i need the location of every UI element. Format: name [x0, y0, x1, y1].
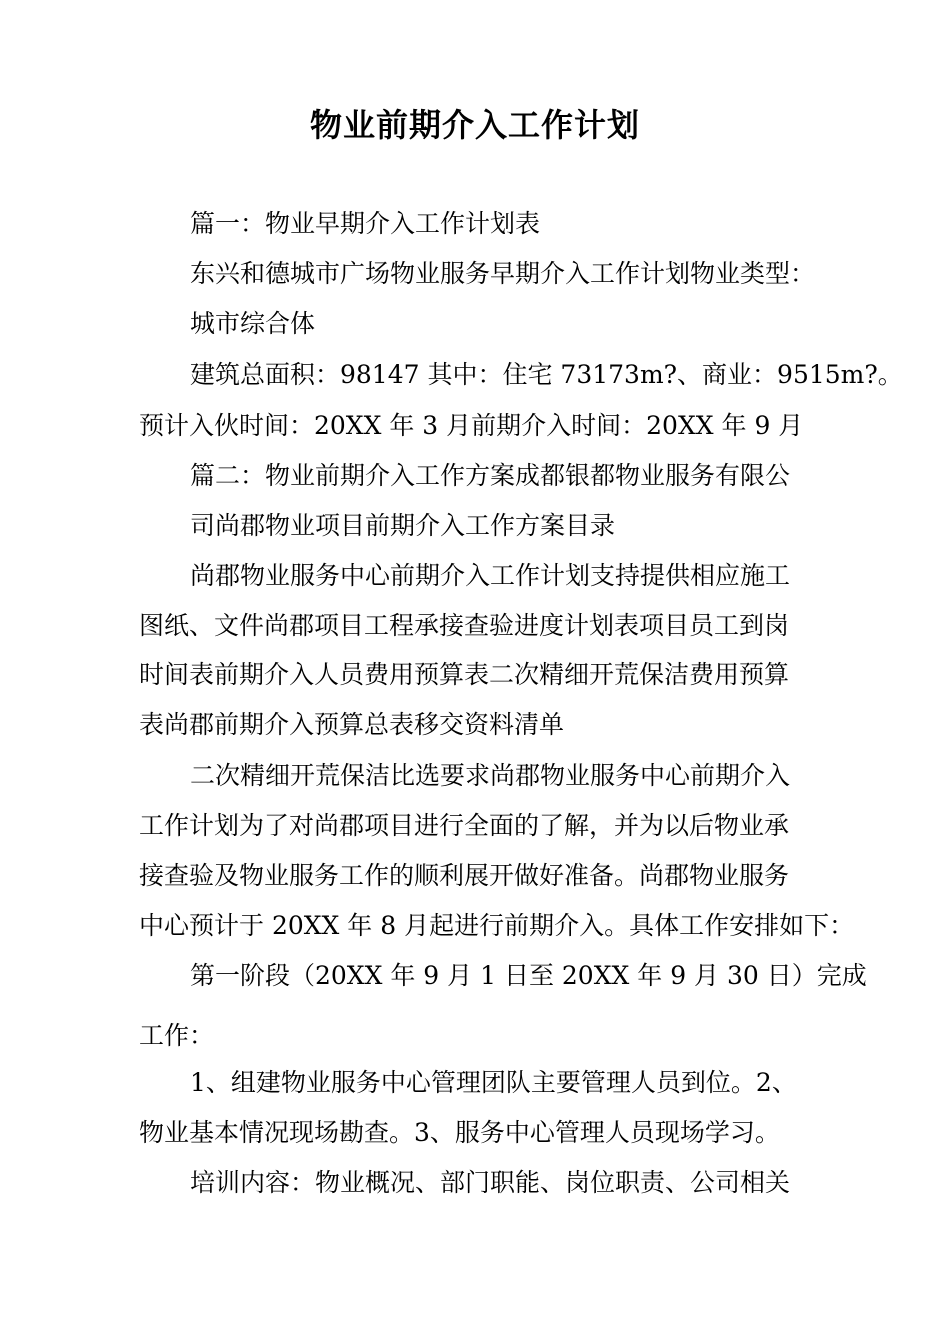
paragraph-line: 东兴和德城市广场物业服务早期介入工作计划物业类型： — [190, 259, 816, 288]
paragraph-line: 图纸、文件尚郡项目工程承接查验进度计划表项目员工到岗 — [139, 611, 790, 640]
paragraph-line: 1、组建物业服务中心管理团队主要管理人员到位。2、 — [190, 1068, 797, 1097]
paragraph-line: 建筑总面积：98147 其中：住宅 73173m?、商业：9515m?。 — [190, 360, 903, 389]
paragraph-line: 第一阶段（20XX 年 9 月 1 日至 20XX 年 9 月 30 日）完成 — [190, 961, 867, 990]
paragraph-line: 城市综合体 — [190, 309, 316, 338]
paragraph-line: 接查验及物业服务工作的顺利展开做好准备。尚郡物业服务 — [139, 861, 790, 890]
document-title: 物业前期介入工作计划 — [309, 106, 640, 144]
paragraph-line: 中心预计于 20XX 年 8 月起进行前期介入。具体工作安排如下： — [139, 911, 855, 940]
paragraph-line: 工作： — [139, 1021, 215, 1050]
paragraph-line: 时间表前期介入人员费用预算表二次精细开荒保洁费用预算 — [139, 660, 790, 689]
paragraph-line: 尚郡物业服务中心前期介入工作计划支持提供相应施工 — [190, 561, 791, 590]
section-heading-part-two: 篇二：物业前期介入工作方案成都银都物业服务有限公 — [190, 461, 791, 490]
section-heading-part-one: 篇一：物业早期介入工作计划表 — [190, 209, 541, 238]
paragraph-line: 二次精细开荒保洁比选要求尚郡物业服务中心前期介入 — [190, 761, 791, 790]
paragraph-line: 工作计划为了对尚郡项目进行全面的了解，并为以后物业承 — [139, 811, 790, 840]
paragraph-line: 培训内容：物业概况、部门职能、岗位职责、公司相关 — [190, 1168, 791, 1197]
paragraph-line: 表尚郡前期介入预算总表移交资料清单 — [139, 710, 565, 739]
paragraph-line: 司尚郡物业项目前期介入工作方案目录 — [190, 511, 616, 540]
paragraph-line: 物业基本情况现场勘查。3、服务中心管理人员现场学习。 — [139, 1118, 780, 1147]
paragraph-line: 预计入伙时间：20XX 年 3 月前期介入时间：20XX 年 9 月 — [139, 411, 804, 440]
